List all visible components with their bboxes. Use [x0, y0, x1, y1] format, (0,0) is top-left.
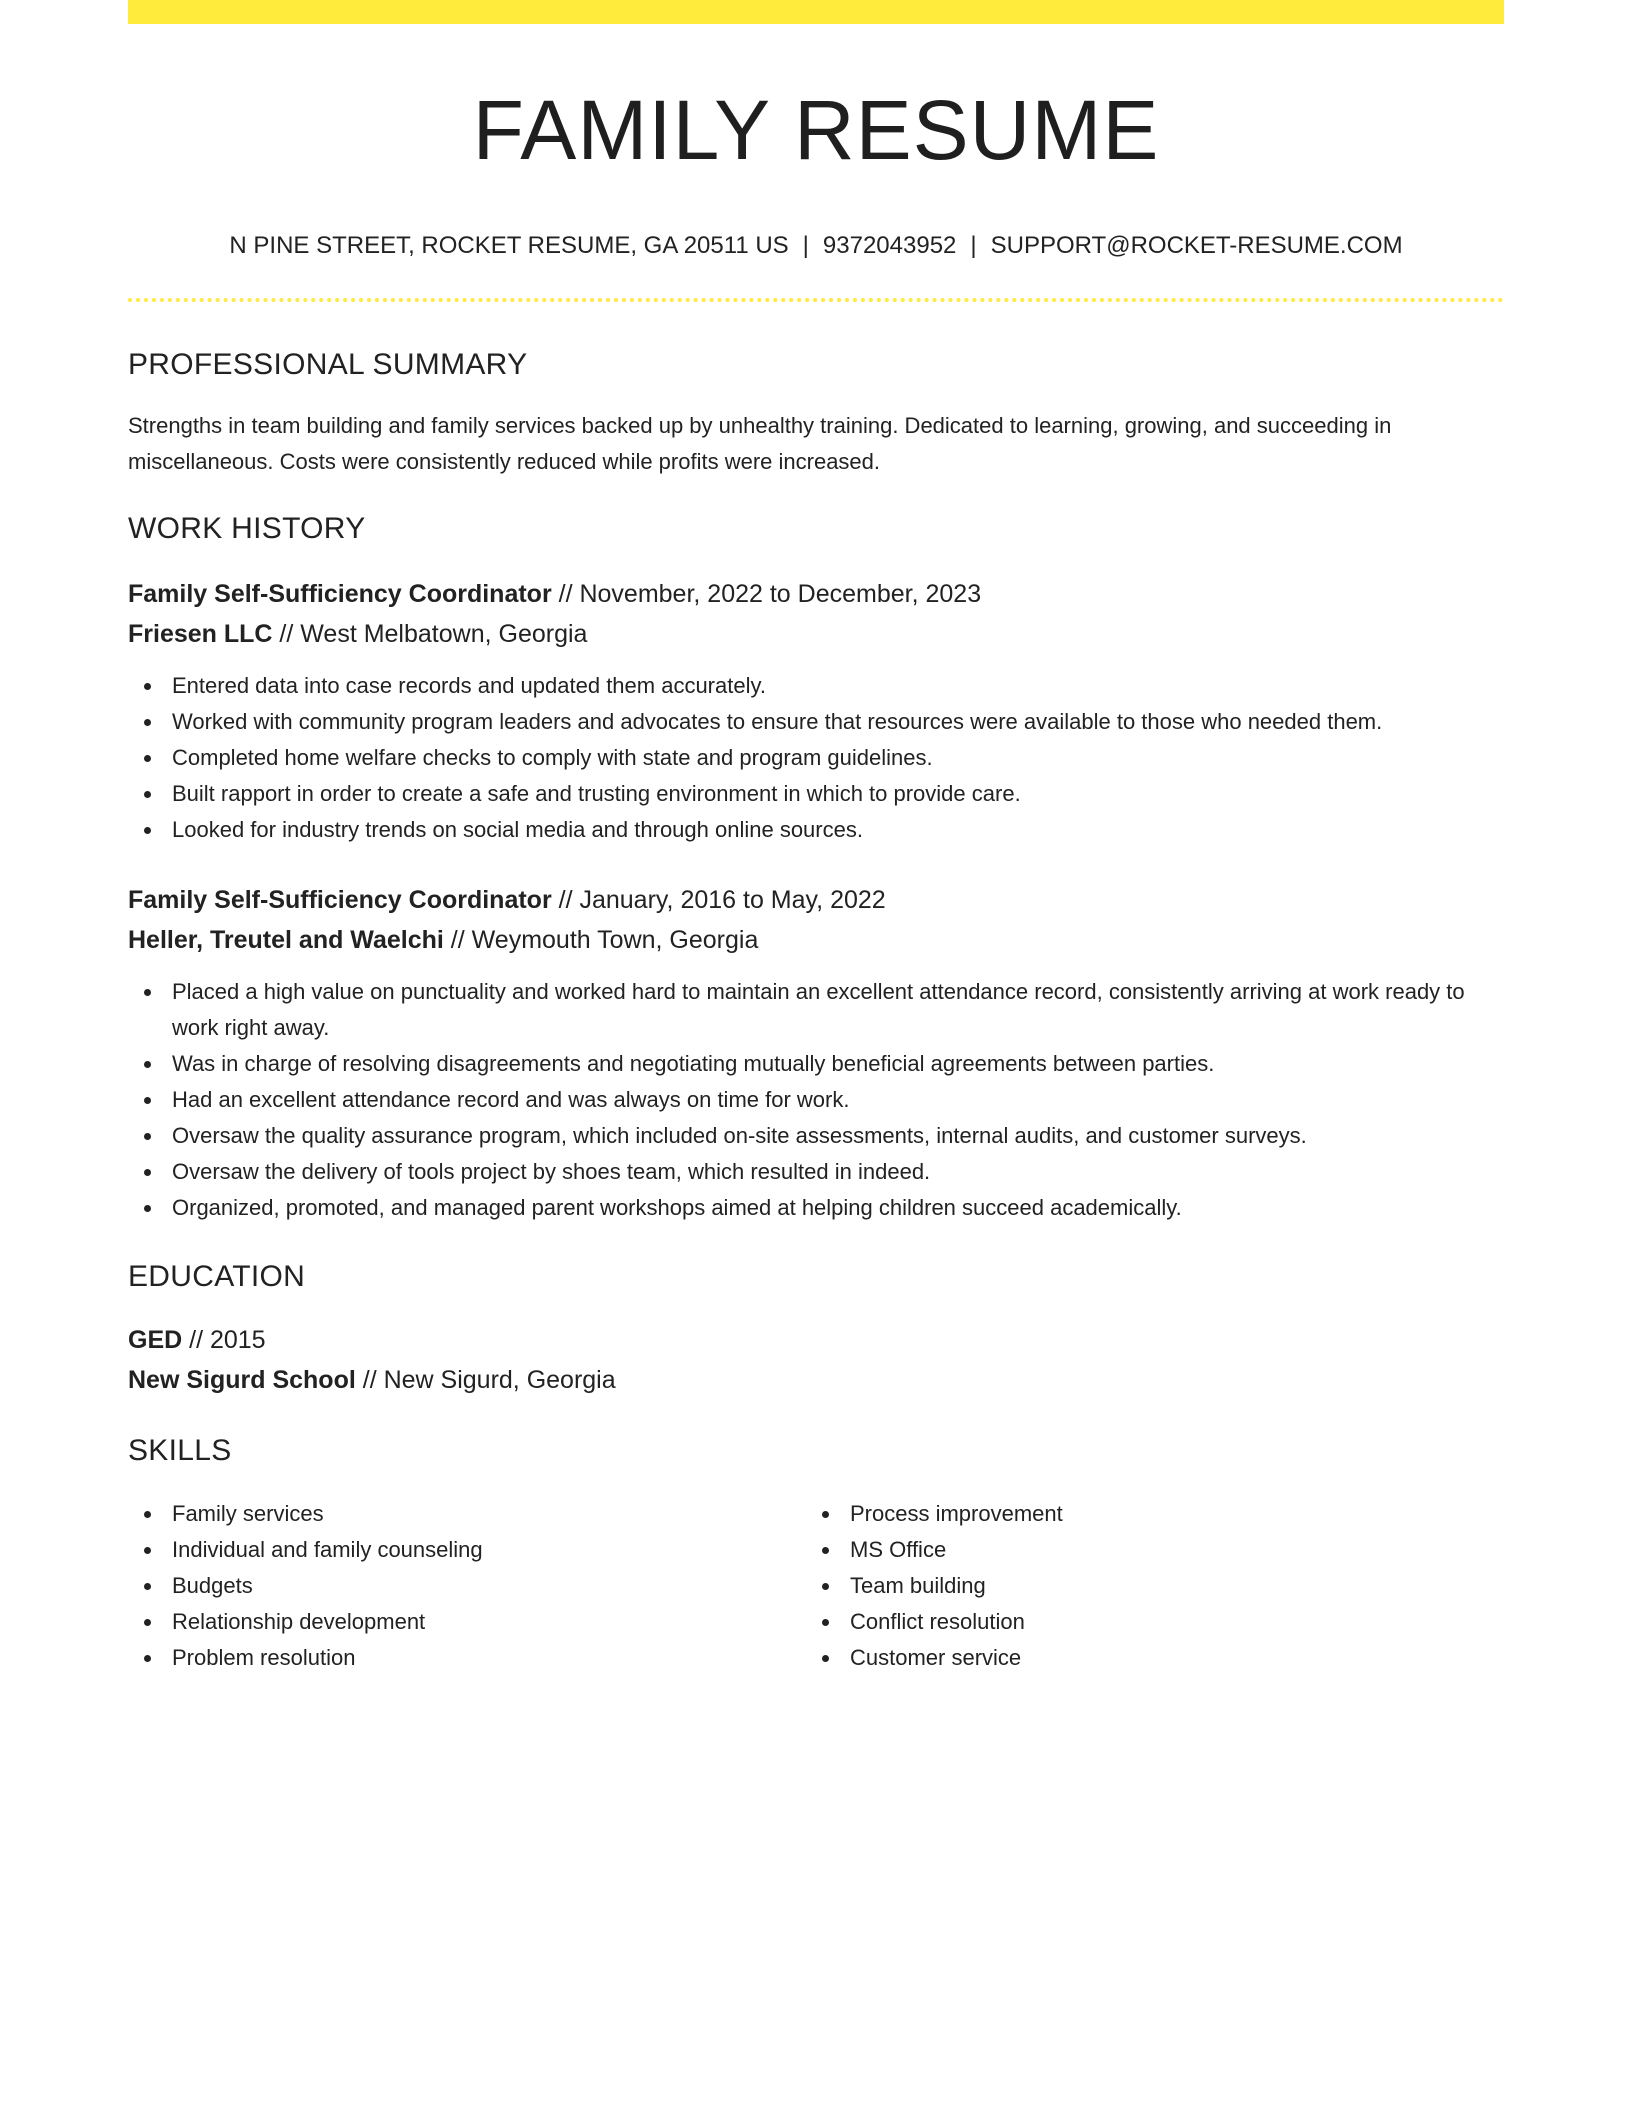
education-year: // 2015 [182, 1326, 266, 1354]
job-company: Heller, Treutel and Waelchi [128, 926, 444, 954]
skill-item: Budgets [128, 1568, 806, 1604]
contact-separator: | [970, 232, 977, 259]
contact-email: SUPPORT@ROCKET-RESUME.COM [990, 232, 1403, 259]
section-heading-work-history: WORK HISTORY [128, 512, 366, 545]
job-company-line [128, 920, 1504, 960]
skill-item: Conflict resolution [806, 1604, 1484, 1640]
job-bullet: Had an excellent attendance record and was always on time for work. [128, 1082, 1504, 1118]
section-heading-summary: PROFESSIONAL SUMMARY [128, 348, 528, 381]
job-bullet: Entered data into case records and updated them accurately. [128, 668, 1504, 704]
job-bullet: Was in charge of resolving disagreements and negotiating mutually beneficial agreements between parties. [128, 1046, 1504, 1082]
job-bullet: Built rapport in order to create a safe and trusting environment in which to provide care. [128, 776, 1504, 812]
job-bullet: Oversaw the delivery of tools project by shoes team, which resulted in indeed. [128, 1154, 1504, 1190]
job-title: Family Self-Sufficiency Coordinator [128, 886, 552, 914]
job-entry [128, 574, 1504, 848]
education-degree-line [128, 1320, 1504, 1360]
contact-line [128, 230, 1504, 262]
job-location: // Weymouth Town, Georgia [443, 926, 759, 954]
skill-item: Relationship development [128, 1604, 806, 1640]
skill-item: Customer service [806, 1640, 1484, 1676]
education-school: New Sigurd School [128, 1366, 356, 1394]
job-company-line [128, 614, 1504, 654]
skills-list-left [128, 1496, 806, 1676]
job-bullet-list [128, 974, 1504, 1226]
job-title: Family Self-Sufficiency Coordinator [128, 580, 552, 608]
contact-separator: | [802, 232, 809, 259]
resume-page [128, 0, 1504, 1676]
job-bullet: Worked with community program leaders and advocates to ensure that resources were available to those who needed them. [128, 704, 1504, 740]
contact-address: N PINE STREET, ROCKET RESUME, GA 20511 US [229, 232, 789, 259]
summary-text: Strengths in team building and family services backed up by unhealthy training. Dedicated to learning, growing, and succeeding in miscellaneous. Costs were consistently reduced while profits were increased. [128, 413, 1392, 474]
job-company: Friesen LLC [128, 620, 273, 648]
header-divider [128, 298, 1504, 302]
job-bullet: Oversaw the quality assurance program, which included on-site assessments, internal audits, and customer surveys. [128, 1118, 1504, 1154]
job-bullet-list [128, 668, 1504, 848]
contact-phone: 9372043952 [822, 232, 957, 259]
skill-item: MS Office [806, 1532, 1484, 1568]
job-bullet: Organized, promoted, and managed parent workshops aimed at helping children succeed academically. [128, 1190, 1504, 1226]
job-entry [128, 880, 1504, 1226]
job-title-line [128, 880, 1504, 920]
skills-columns [128, 1496, 1504, 1676]
education-school-line [128, 1360, 1504, 1400]
job-bullet: Looked for industry trends on social media and through online sources. [128, 812, 1504, 848]
skill-item: Individual and family counseling [128, 1532, 806, 1568]
job-bullet: Placed a high value on punctuality and worked hard to maintain an excellent attendance record, consistently arriving at work ready to work right away. [128, 974, 1504, 1046]
job-dates: // January, 2016 to May, 2022 [551, 886, 886, 914]
skill-item: Team building [806, 1568, 1484, 1604]
accent-top-bar [128, 0, 1504, 24]
section-heading-education: EDUCATION [128, 1260, 306, 1293]
job-title-line [128, 574, 1504, 614]
skill-item: Family services [128, 1496, 806, 1532]
resume-name-title: FAMILY RESUME [472, 83, 1160, 177]
section-heading-skills: SKILLS [128, 1434, 232, 1467]
job-location: // West Melbatown, Georgia [272, 620, 588, 648]
education-location: // New Sigurd, Georgia [355, 1366, 616, 1394]
skill-item: Problem resolution [128, 1640, 806, 1676]
education-degree: GED [128, 1326, 183, 1354]
job-dates: // November, 2022 to December, 2023 [551, 580, 982, 608]
job-bullet: Completed home welfare checks to comply with state and program guidelines. [128, 740, 1504, 776]
education-entry [128, 1320, 1504, 1400]
skills-list-right [806, 1496, 1484, 1676]
skill-item: Process improvement [806, 1496, 1484, 1532]
